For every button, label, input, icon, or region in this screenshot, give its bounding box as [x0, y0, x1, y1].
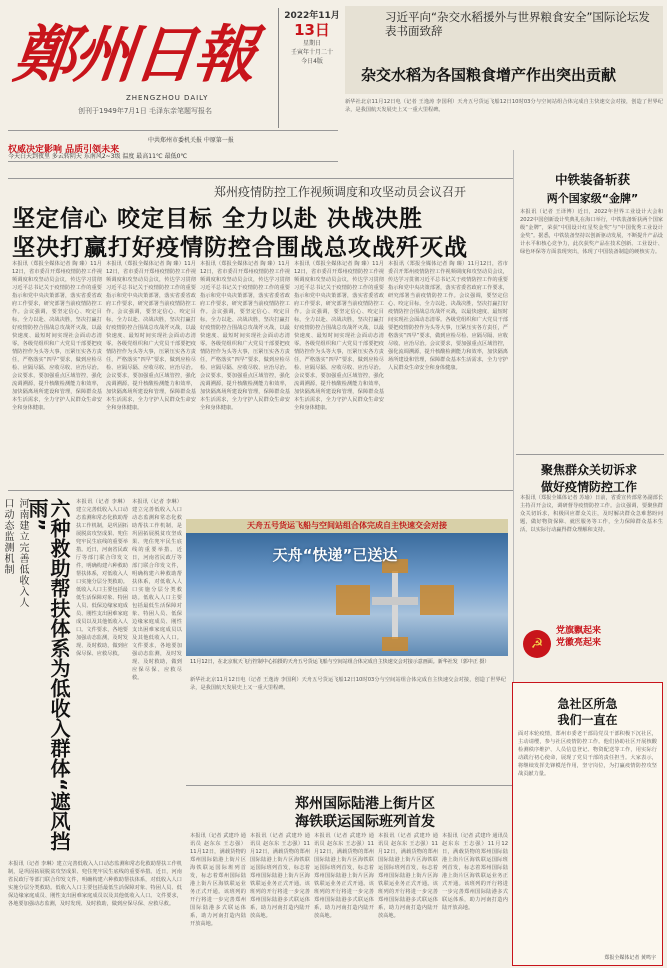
date-lunar: 壬寅年十月二十	[290, 49, 333, 56]
date-block	[282, 8, 342, 68]
middle-rule	[8, 490, 513, 491]
community-story-box[interactable]	[512, 682, 663, 966]
community-credit: 郑报全媒体记者 黄鸣宇	[604, 955, 656, 961]
party-tag	[556, 625, 636, 665]
space-station-photo[interactable]	[186, 519, 508, 656]
railway-title-line2: 两个国家级“金牌”	[546, 192, 639, 205]
bottom-story-body-col1: 本报讯（记者 武建玲 通讯员 赵东东 王志强）11月12日，满载货物的郑州国际陆港上街片区海铁联运国际班列首发，标志着郑州国际陆港上街片区海铁联运业务正式开通。该班列的开行将进一步完善郑州国际陆港多式联运体系，助力河南打造内陆开放高地。	[190, 833, 246, 927]
date-weekday: 星期日	[302, 40, 321, 47]
left-story-subtitle: 河南建立完善低收入人口动态监测机制	[2, 498, 28, 608]
gather-title-line1: 聚焦群众关切诉求	[540, 463, 637, 477]
community-title-line1: 急社区所急	[557, 697, 618, 711]
info-bar	[8, 130, 338, 162]
gather-title-line2: 做好疫情防控工作	[540, 480, 637, 494]
info-bar-line1: 中共郑州市委机关报 中原第一报	[148, 137, 234, 144]
photo-banner: 天舟五号货运飞船与空间站组合体完成自主快速交会对接	[186, 519, 508, 533]
slogan: 权威决定影响 品质引领未来	[8, 145, 120, 155]
photo-title: 天舟“快递”已送达	[272, 546, 398, 564]
lead-headline-2[interactable]: 坚决打赢打好疫情防控合围战总攻战歼灭战	[12, 235, 468, 261]
newspaper-logo: 鄭州日報	[10, 18, 258, 91]
gather-story-body: 本报讯（郑报全媒体记者 苏瑜）日前，省委宣传部常务副部长主持召开会议，调研督导疫情防控工作。会议强调，要聚焦群众关切诉求，积极回应群众关注，及时解决群众急难愁盼问题，做好物资保障、就医服务等工作，全力保障群众基本生活，以实际行动赢得群众理解和支持。	[520, 495, 663, 533]
top-story[interactable]	[345, 6, 663, 94]
lead-body-col5: 本报讯（郑报全媒体记者 陶 臻）11月12日，省市委召开郑州疫情防控工作视频调度和攻坚动员会议，传达学习贯彻习近平总书记关于疫情防控工作的重要指示和党中央决策部署，落实省委省政府工作要求，研究部署当前疫情防控工作。会议强调，要坚定信心、咬定目标，全力以赴、决战决胜，坚决打赢打好疫情防控合围战总攻战歼灭战，以最快速度、最短时间实现社会面动态清零。各级党组织和广大党员干部要把疫情防控作为头等大事，压紧压实各方责任，严格落实“四早”要求，做到应检尽检、应隔尽隔、应收尽收、应治尽治。会议要求，要加强重点区域管控，强化流调溯源，提升核酸检测能力和效率，加快隔离场所建设和管理，保障群众基本生活需求，全力守护人民群众生命安全和身体健康。	[388, 261, 508, 371]
party-tag-line1: 党旗飘起来	[556, 626, 602, 636]
info-bar-line2: 今天白天到夜里 多云转阴天 东南风2~3级 温度 最高11℃ 最低0℃	[8, 153, 188, 160]
space-story-body: 新华社北京11月12日电（记者 王逸涛 李国利）天舟五号货运飞船12日10时03分与空间站组合体完成自主快速交会对接，创造了世界纪录，是我国航天发展史上又一重大里程碑。	[190, 677, 506, 691]
bottom-story-body-col5: 本报讯（记者 武建玲 通讯员 赵东东 王志强）11月12日，满载货物的郑州国际陆港上街片区海铁联运国际班列首发，标志着郑州国际陆港上街片区海铁联运业务正式开通。该班列的开行将进一步完善郑州国际陆港多式联运体系，助力河南打造内陆开放高地。	[442, 833, 508, 911]
party-tag-line2: 党徽亮起来	[556, 638, 602, 648]
bottom-story-body-col2: 本报讯（记者 武建玲 通讯员 赵东东 王志强）11月12日，满载货物的郑州国际陆港上街片区海铁联运国际班列首发，标志着郑州国际陆港上街片区海铁联运业务正式开通。该班列的开行将进一步完善郑州国际陆港多式联运体系，助力河南打造内陆开放高地。	[250, 833, 310, 919]
left-story-body-col2: 本报讯（记者 李琳）建立完善低收入人口动态监测和常态化救助帮扶工作机制，是巩固拓展脱贫攻坚成果、兜住兜牢民生底线的重要举措。近日，河南省民政厅等部门联合印发文件，明确构建六种救助帮扶体系，对低收入人口实施分层分类救助。低收入人口主要包括最低生活保障对象、特困人员、低保边缘家庭成员、刚性支出困难家庭成员以及其他低收入人口。文件要求，各地要加强动态监测，及时发现、及时救助，做到应保尽保、应救尽救。	[132, 499, 182, 681]
masthead-pinyin: ZHENGZHOU DAILY	[126, 94, 209, 102]
masthead	[8, 6, 278, 128]
bottom-story-title1[interactable]: 郑州国际陆港上街片区	[295, 796, 435, 812]
right-rule-1	[516, 454, 664, 455]
lead-body-col4: 本报讯（郑报全媒体记者 陶 臻）11月12日，省市委召开郑州疫情防控工作视频调度和攻坚动员会议，传达学习贯彻习近平总书记关于疫情防控工作的重要指示和党中央决策部署，落实省委省政府工作要求，研究部署当前疫情防控工作。会议强调，要坚定信心、咬定目标，全力以赴、决战决胜，坚决打赢打好疫情防控合围战总攻战歼灭战，以最快速度、最短时间实现社会面动态清零。各级党组织和广大党员干部要把疫情防控作为头等大事，压紧压实各方责任，严格落实“四早”要求，做到应检尽检、应隔尽隔、应收尽收、应治尽治。会议要求，要加强重点区域管控，强化流调溯源，提升核酸检测能力和效率，加快隔离场所建设和管理，保障群众基本生活需求，全力守护人民群众生命安全和身体健康。	[294, 261, 384, 411]
photo-caption: 11月12日，在北京航天飞行控制中心拍摄的天舟五号货运飞船与空间站组合体完成自主快速交会对接示意画面。新华社发（郭中正 摄）	[190, 659, 490, 665]
bottom-story-body-col3: 本报讯（记者 武建玲 通讯员 赵东东 王志强）11月12日，满载货物的郑州国际陆港上街片区海铁联运国际班列首发，标志着郑州国际陆港上街片区海铁联运业务正式开通。该班列的开行将进一步完善郑州国际陆港多式联运体系，助力河南打造内陆开放高地。	[314, 833, 374, 919]
bottom-story-body-col4: 本报讯（记者 武建玲 通讯员 赵东东 王志强）11月12日，满载货物的郑州国际陆港上街片区海铁联运国际班列首发，标志着郑州国际陆港上街片区海铁联运业务正式开通。该班列的开行将进一步完善郑州国际陆港多式联运体系，助力河南打造内陆开放高地。	[378, 833, 438, 919]
date-year-month: 2022年11月	[284, 11, 340, 21]
lead-headline-1[interactable]: 坚定信心 咬定目标 全力以赴 决战决胜	[12, 206, 424, 232]
left-story-body-bottom: 本报讯（记者 李琳）建立完善低收入人口动态监测和常态化救助帮扶工作机制，是巩固拓展脱贫攻坚成果、兜住兜牢民生底线的重要举措。近日，河南省民政厅等部门联合印发文件，明确构建六种救助帮扶体系，对低收入人口实施分层分类救助。低收入人口主要包括最低生活保障对象、特困人员、低保边缘家庭成员、刚性支出困难家庭成员以及其他低收入人口。文件要求，各地要加强动态监测，及时发现、及时救助，做到应保尽保、应救尽救。	[8, 861, 182, 907]
lead-body-col3: 本报讯（郑报全媒体记者 陶 臻）11月12日，省市委召开郑州疫情防控工作视频调度和攻坚动员会议，传达学习贯彻习近平总书记关于疫情防控工作的重要指示和党中央决策部署，落实省委省政府工作要求，研究部署当前疫情防控工作。会议强调，要坚定信心、咬定目标，全力以赴、决战决胜，坚决打赢打好疫情防控合围战总攻战歼灭战，以最快速度、最短时间实现社会面动态清零。各级党组织和广大党员干部要把疫情防控作为头等大事，压紧压实各方责任，严格落实“四早”要求，做到应检尽检、应隔尽隔、应收尽收、应治尽治。会议要求，要加强重点区域管控，强化流调溯源，提升核酸检测能力和效率，加快隔离场所建设和管理，保障群众基本生活需求，全力守护人民群众生命安全和身体健康。	[200, 261, 290, 411]
section-rule	[8, 178, 513, 179]
left-story-headline[interactable]: 六种救助帮扶体系为低收入群体“遮风挡雨”	[25, 498, 71, 852]
party-emblem-icon: ☭	[523, 630, 551, 658]
top-story-body: 新华社北京11月12日电（记者 王逸涛 李国利）天舟五号货运飞船12日10时03分与空间站组合体完成自主快速交会对接，创造了世界纪录，是我国航天发展史上又一重大里程碑。	[345, 99, 663, 113]
date-day: 13日	[294, 21, 330, 39]
bottom-rule	[186, 785, 512, 786]
gather-story-title[interactable]	[515, 461, 663, 495]
section-title: 郑州疫情防控工作视频调度和攻坚动员会议召开	[213, 185, 466, 199]
railway-title-line1: 中铁装备斩获	[554, 172, 630, 187]
bottom-story-title2[interactable]: 海铁联运国际班列首发	[295, 814, 435, 830]
lead-body-col1: 本报讯（郑报全媒体记者 陶 臻）11月12日，省市委召开郑州疫情防控工作视频调度和攻坚动员会议，传达学习贯彻习近平总书记关于疫情防控工作的重要指示和党中央决策部署，落实省委省政府工作要求，研究部署当前疫情防控工作。会议强调，要坚定信心、咬定目标，全力以赴、决战决胜，坚决打赢打好疫情防控合围战总攻战歼灭战，以最快速度、最短时间实现社会面动态清零。各级党组织和广大党员干部要把疫情防控作为头等大事，压紧压实各方责任，严格落实“四早”要求，做到应检尽检、应隔尽隔、应收尽收、应治尽治。会议要求，要加强重点区域管控，强化流调溯源，提升核酸检测能力和效率，加快隔离场所建设和管理，保障群众基本生活需求，全力守护人民群众生命安全和身体健康。	[12, 261, 102, 411]
railway-story-title[interactable]	[520, 170, 665, 206]
left-story-body-col1: 本报讯（记者 李琳）建立完善低收入人口动态监测和常态化救助帮扶工作机制，是巩固拓展脱贫攻坚成果、兜住兜牢民生底线的重要举措。近日，河南省民政厅等部门联合印发文件，明确构建六种救助帮扶体系，对低收入人口实施分层分类救助。低收入人口主要包括最低生活保障对象、特困人员、低保边缘家庭成员、刚性支出困难家庭成员以及其他低收入人口。文件要求，各地要加强动态监测，及时发现、及时救助，做到应保尽保、应救尽救。	[76, 499, 128, 657]
masthead-founded: 创刊于1949年7月1日 毛泽东亲笔题写报名	[78, 107, 212, 115]
top-story-headline: 杂交水稻为各国粮食增产作出突出贡献	[361, 66, 617, 84]
date-issue: 今日4版	[301, 58, 323, 65]
community-title-line2: 我们一直在	[557, 713, 618, 727]
community-story-body: 面对本轮疫情，郑州市委老干部局党员干部积极下沉社区，主动请缨，参与社区疫情防控工作。他们协助社区开展核酸检测秩序维护、人员信息登记、物资配送等工作，用实际行动践行初心使命，展现了党员干部的责任担当。大家表示，将继续发挥先锋模范作用，坚守岗位，为打赢疫情防控攻坚战贡献力量。	[518, 731, 657, 777]
space-station-illustration	[186, 519, 508, 656]
masthead-divider	[278, 8, 279, 128]
lead-body-col2: 本报讯（郑报全媒体记者 陶 臻）11月12日，省市委召开郑州疫情防控工作视频调度和攻坚动员会议，传达学习贯彻习近平总书记关于疫情防控工作的重要指示和党中央决策部署，落实省委省政府工作要求，研究部署当前疫情防控工作。会议强调，要坚定信心、咬定目标，全力以赴、决战决胜，坚决打赢打好疫情防控合围战总攻战歼灭战，以最快速度、最短时间实现社会面动态清零。各级党组织和广大党员干部要把疫情防控作为头等大事，压紧压实各方责任，严格落实“四早”要求，做到应检尽检、应隔尽隔、应收尽收、应治尽治。会议要求，要加强重点区域管控，强化流调溯源，提升核酸检测能力和效率，加快隔离场所建设和管理，保障群众基本生活需求，全力守护人民群众生命安全和身体健康。	[106, 261, 196, 411]
railway-story-body: 本报讯（记者 王译博）近日，2022年世界工业设计大会和2022中国创新设计奖典礼在海口举行，中铁装备斩获两个国家级“金牌”，荣获“中国设计红星奖金奖”与“中国优秀工业设计金奖”。据悉，中铁装备坚持以创新驱动发展，不断提升产品设计水平和核心竞争力，此次获奖产品在技术创新、工业设计、绿色环保等方面表现突出，体现了中国装备制造的硬核实力。	[520, 209, 663, 255]
top-story-subtitle: 习近平向“杂交水稻援外与世界粮食安全”国际论坛发表书面致辞	[385, 10, 650, 38]
